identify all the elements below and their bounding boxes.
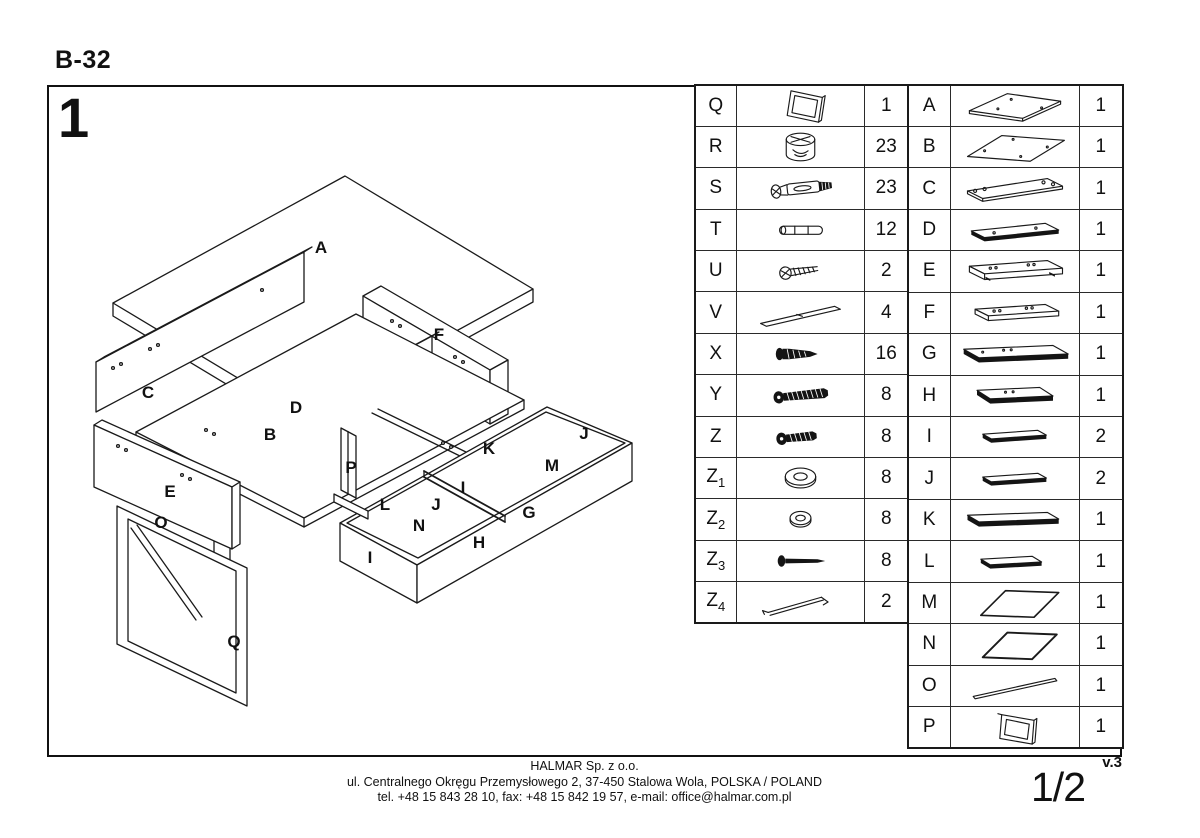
part-letter: S — [695, 168, 736, 209]
part-qty: 4 — [864, 292, 909, 333]
part-icon-cell — [736, 209, 864, 250]
hardware-row-Y — [695, 375, 909, 416]
part-letter: Z — [695, 416, 736, 457]
manufacturer-footer — [47, 759, 1122, 806]
panel-row-L — [908, 541, 1123, 582]
part-letter: T — [695, 209, 736, 250]
panel-n-icon — [951, 625, 1079, 663]
hardware-row-Q — [695, 85, 909, 126]
part-icon-cell — [950, 624, 1079, 665]
diagram-label-o-14: O — [154, 513, 168, 532]
washer-icon — [737, 459, 864, 497]
frame-p-icon — [951, 708, 1079, 746]
part-icon-cell — [736, 126, 864, 167]
plank-l-icon — [951, 543, 1079, 581]
diagram-label-b-4: B — [263, 425, 277, 444]
page-indicator: 1/2 — [1031, 764, 1085, 810]
diagram-label-n-15: N — [412, 516, 426, 535]
diagram-label-g-13: G — [522, 503, 536, 522]
part-icon-cell — [736, 416, 864, 457]
panel-row-A — [908, 85, 1123, 126]
hardware-row-T — [695, 209, 909, 250]
small-washer-icon — [737, 500, 864, 538]
panel-d-icon — [951, 211, 1079, 249]
panel-e-icon — [951, 252, 1079, 290]
part-qty: 1 — [1079, 541, 1123, 582]
panel-c-icon — [951, 170, 1079, 208]
hardware-row-X — [695, 333, 909, 374]
exploded-assembly-diagram — [47, 85, 697, 757]
panel-row-N — [908, 624, 1123, 665]
part-qty: 16 — [864, 333, 909, 374]
plank-k-icon — [951, 501, 1079, 539]
hardware-row-Z3 — [695, 540, 909, 581]
part-letter: $Z_4$ — [695, 582, 736, 623]
part-qty: 1 — [1079, 334, 1123, 375]
part-qty: 1 — [1079, 168, 1123, 209]
hardware-row-Z4 — [695, 582, 909, 623]
part-icon-cell — [950, 665, 1079, 706]
part-letter: E — [908, 251, 950, 292]
part-icon-cell — [950, 582, 1079, 623]
part-icon-cell — [950, 541, 1079, 582]
diagram-label-d-3: D — [289, 398, 303, 417]
part-letter: K — [908, 499, 950, 540]
part-icon-cell — [950, 707, 1079, 748]
part-qty: 23 — [864, 126, 909, 167]
part-letter: N — [908, 624, 950, 665]
part-qty: 1 — [1079, 582, 1123, 623]
part-icon-cell — [736, 457, 864, 498]
part-letter: B — [908, 126, 950, 167]
panel-f-icon — [951, 294, 1079, 332]
panel-row-D — [908, 209, 1123, 250]
part-qty: 8 — [864, 375, 909, 416]
part-icon-cell — [950, 458, 1079, 499]
long-bolt-icon — [737, 376, 864, 414]
part-icon-cell — [950, 499, 1079, 540]
part-icon-cell — [950, 417, 1079, 458]
hardware-row-Z — [695, 416, 909, 457]
part-qty: 1 — [1079, 707, 1123, 748]
part-icon-cell — [736, 85, 864, 126]
panel-g-icon — [951, 335, 1079, 373]
hardware-row-U — [695, 251, 909, 292]
part-letter: Q — [695, 85, 736, 126]
part-icon-cell — [736, 333, 864, 374]
part-qty: 2 — [864, 582, 909, 623]
diagram-label-p-8: P — [345, 458, 357, 477]
plank-i-icon — [951, 418, 1079, 456]
diagram-label-m-7: M — [544, 456, 560, 475]
machine-screw-icon — [737, 252, 864, 290]
part-qty: 1 — [1079, 499, 1123, 540]
hardware-parts-table — [694, 84, 910, 624]
allen-key-icon — [737, 583, 864, 621]
part-qty: 2 — [1079, 458, 1123, 499]
part-qty: 1 — [1079, 292, 1123, 333]
diagram-label-j-5: J — [579, 424, 589, 443]
part-icon-cell — [950, 168, 1079, 209]
hardware-row-Z2 — [695, 499, 909, 540]
part-letter: D — [908, 209, 950, 250]
panel-h-icon — [951, 377, 1079, 415]
part-icon-cell — [950, 251, 1079, 292]
part-letter: V — [695, 292, 736, 333]
part-letter: M — [908, 582, 950, 623]
part-icon-cell — [736, 168, 864, 209]
part-qty: 1 — [864, 85, 909, 126]
part-letter: R — [695, 126, 736, 167]
panel-row-P — [908, 707, 1123, 748]
diagram-label-l-11: L — [379, 495, 391, 514]
footer-address: ul. Centralnego Okręgu Przemysłowego 2, 37-450 Stalowa Wola, POLSKA / POLAND — [346, 774, 822, 789]
hardware-row-Z1 — [695, 457, 909, 498]
diagram-label-i-9: I — [460, 478, 466, 497]
part-icon-cell — [736, 499, 864, 540]
rod-o-icon — [951, 667, 1079, 705]
panel-row-H — [908, 375, 1123, 416]
part-qty: 1 — [1079, 375, 1123, 416]
part-icon-cell — [736, 251, 864, 292]
part-icon-cell — [950, 209, 1079, 250]
hardware-row-V — [695, 292, 909, 333]
part-qty: 1 — [1079, 85, 1123, 126]
part-qty: 2 — [864, 251, 909, 292]
part-letter: L — [908, 541, 950, 582]
part-letter: $Z_2$ — [695, 499, 736, 540]
diagram-label-h-16: H — [472, 533, 486, 552]
panel-row-B — [908, 126, 1123, 167]
part-qty: 1 — [1079, 665, 1123, 706]
diagram-label-q-18: Q — [227, 632, 241, 651]
part-letter: A — [908, 85, 950, 126]
plank-j-icon — [951, 460, 1079, 498]
part-letter: I — [908, 417, 950, 458]
part-letter: F — [908, 292, 950, 333]
frame-q-icon — [737, 87, 864, 125]
part-qty: 1 — [1079, 209, 1123, 250]
part-qty: 12 — [864, 209, 909, 250]
hardware-row-S — [695, 168, 909, 209]
diagram-label-k-6: K — [482, 439, 496, 458]
wood-screw-icon — [737, 335, 864, 373]
footer-company: HALMAR Sp. z o.o. — [530, 759, 639, 773]
version-label: v.3 — [1102, 754, 1122, 771]
panel-row-G — [908, 334, 1123, 375]
part-qty: 1 — [1079, 624, 1123, 665]
part-icon-cell — [950, 85, 1079, 126]
part-letter: G — [908, 334, 950, 375]
panel-a-icon — [951, 87, 1079, 125]
part-icon-cell — [950, 334, 1079, 375]
part-icon-cell — [736, 582, 864, 623]
part-icon-cell — [736, 540, 864, 581]
diagram-label-a-0: A — [314, 238, 328, 257]
part-letter: $Z_3$ — [695, 540, 736, 581]
part-icon-cell — [950, 375, 1079, 416]
part-letter: U — [695, 251, 736, 292]
step-number: 1 — [58, 86, 90, 149]
diagram-label-f-1: F — [433, 325, 445, 344]
panel-b-icon — [951, 128, 1079, 166]
part-letter: H — [908, 375, 950, 416]
panel-row-E — [908, 251, 1123, 292]
hardware-row-R — [695, 126, 909, 167]
panel-m-icon — [951, 584, 1079, 622]
part-letter: P — [908, 707, 950, 748]
part-qty: 8 — [864, 499, 909, 540]
part-icon-cell — [950, 126, 1079, 167]
dowel-icon — [737, 211, 864, 249]
panel-row-M — [908, 582, 1123, 623]
part-qty: 8 — [864, 416, 909, 457]
part-qty: 8 — [864, 540, 909, 581]
part-letter: J — [908, 458, 950, 499]
short-bolt-icon — [737, 418, 864, 456]
footer-contact: tel. +48 15 843 28 10, fax: +48 15 842 19 57, e-mail: office@halmar.com.pl — [377, 790, 792, 804]
part-qty: 1 — [1079, 251, 1123, 292]
part-qty: 2 — [1079, 417, 1123, 458]
panel-parts-table — [907, 84, 1124, 749]
part-icon-cell — [950, 292, 1079, 333]
runner-icon — [737, 294, 864, 332]
diagram-label-c-2: C — [141, 383, 155, 402]
panel-row-C — [908, 168, 1123, 209]
panel-row-I — [908, 417, 1123, 458]
diagram-label-e-10: E — [164, 482, 176, 501]
part-icon-cell — [736, 292, 864, 333]
panel-row-F — [908, 292, 1123, 333]
product-code-title: B-32 — [55, 46, 112, 74]
part-icon-cell — [736, 375, 864, 416]
cam-bolt-icon — [737, 169, 864, 207]
part-qty: 8 — [864, 457, 909, 498]
part-qty: 23 — [864, 168, 909, 209]
panel-row-J — [908, 458, 1123, 499]
part-letter: O — [908, 665, 950, 706]
diagram-label-i-17: I — [367, 548, 373, 567]
part-letter: C — [908, 168, 950, 209]
part-letter: Y — [695, 375, 736, 416]
panel-row-O — [908, 665, 1123, 706]
part-letter: $Z_1$ — [695, 457, 736, 498]
part-qty: 1 — [1079, 126, 1123, 167]
cam-lock-icon — [737, 128, 864, 166]
panel-row-K — [908, 499, 1123, 540]
diagram-label-j-12: J — [431, 495, 441, 514]
black-screw-icon — [737, 542, 864, 580]
part-letter: X — [695, 333, 736, 374]
